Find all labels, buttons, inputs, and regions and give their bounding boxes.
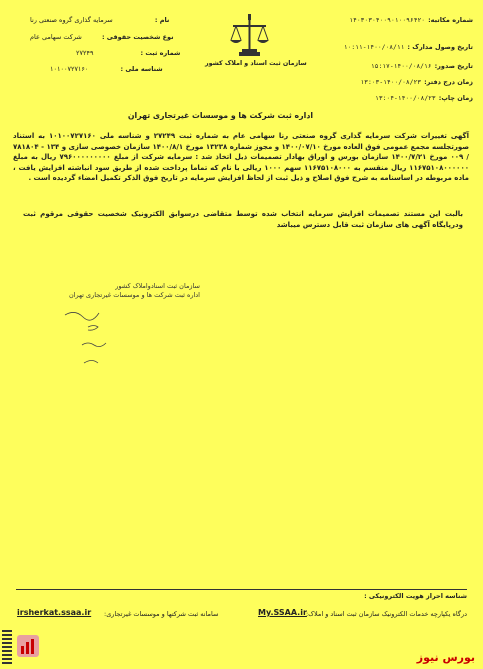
name-value: سرمایه گذاری گروه صنعتی رنا (30, 16, 113, 24)
legal-type-label: نوع شخصیت حقوقی : (101, 33, 174, 41)
office-stamp (60, 282, 200, 300)
validation-paragraph: بالبت این مستند تصمیمات افزایش سرمایه انتخاب شده توسط متقاضی درسوابق الکترونیک شخصیت حقوقی مرقوم ثبت ودرپایگاه آگهی های سازمان ثبت قابل دسترس میباشد (23, 210, 463, 229)
iran-emblem-icon (227, 12, 272, 62)
office-heading: اداره ثبت شرکت ها و موسسات غیرتجاری تهران (127, 111, 313, 120)
national-id-field (50, 65, 163, 73)
handwritten-signature (60, 305, 130, 375)
print-time-label: زمان چاپ: (438, 94, 473, 102)
verify-label: شناسه احراز هویت الکترونیکی : (364, 592, 467, 600)
portal2-link[interactable]: irsherkat.ssaa.ir (17, 608, 92, 617)
print-time (328, 94, 473, 102)
reg-number-value: ۲۷۲۴۹ (76, 49, 94, 57)
reg-number-field (76, 49, 180, 57)
name-field (30, 16, 169, 24)
stamp-line-2: اداره ثبت شرکت ها و موسسات غیرتجاری تهران (68, 291, 200, 299)
boursenews-logo-icon (15, 631, 43, 661)
national-id-value: ۱۰۱۰۰۷۲۷۱۶۰ (50, 65, 89, 73)
name-label: نام : (154, 16, 170, 24)
issue-date-label: تاریخ صدور: (434, 62, 473, 70)
receipt-date (328, 43, 473, 51)
letter-number-value: ۱۴۰۳۰۳۰۴۰۰۹۰۱۰۰۹۶۴۲۰ (349, 17, 426, 24)
reg-number-label: شماره ثبت : (140, 49, 181, 57)
national-id-label: شناسه ملی : (120, 65, 163, 73)
announcement-paragraph: آگهی تغییرات شرکت سرمایه گذاری گروه صنعتی رنا سهامی عام به شماره ثبت ۲۷۲۴۹ و شناسه ملی ۱۰۱۰۰۷۲۷۱۶۰ به استناد صورتجلسه مجمع عمومی فوق العاده مورخ ۱۴۰۰/۰۷/۱۰ و مجوز شماره ۱۳۲۳۸ مورخ ۱۴۰۰/۸/۱ سازمان خصوصی سازی و ۱۳۴ - ۷۸۱۸۰۴ / ۰۰۹ مورخ ۱۴۰۰/۷/۲۱ سازمان بورس و اوراق بهادار تصمیمات ذیل اتخاذ شد : سرمایه شرکت از مبلغ ۷۹۶۰۰۰۰۰۰۰۰۰ ریال به مبلغ ۱۱۶۷۵۱۰۸۰۰۰۰۰۰ ریال منقسم به ۱۱۶۷۵۱۰۸۰۰۰ سهم ۱۰۰۰ ریالی با نام که تماما پرداخت شده از طریق سود انباشته افزایش یافت ، ماده مربوطه در اساسنامه به شرح فوق اصلاح و ذیل ثبت از لحاظ افزایش سرمایه در تاریخ فوق الذکر تکمیل امضاء گردیده است . (13, 132, 470, 182)
registry-date (328, 78, 473, 86)
letter-number (328, 16, 473, 24)
registry-date-value: ۱۴۰۰/۰۸/۲۳-۱۳:۰۳ (360, 79, 422, 86)
issue-date (328, 62, 473, 70)
registry-date-label: زمان درج دفتر: (424, 78, 473, 86)
portal1-text: درگاه یکپارچه خدمات الکترونیک سازمان ثبت اسناد و املاک: (305, 610, 467, 618)
footer-divider (16, 589, 467, 590)
receipt-date-label: تاریخ وصول مدارک : (407, 43, 473, 51)
print-time-value: ۱۴۰۰/۰۸/۲۳-۱۳:۰۴ (375, 95, 436, 102)
barcode-strip (2, 628, 12, 664)
portal1-link[interactable]: My.SSAA.ir (258, 608, 307, 617)
portal2-text: سامانه ثبت شرکتها و موسسات غیرتجاری: (104, 610, 219, 618)
brand-watermark: بورس نیوز (416, 651, 475, 664)
receipt-date-value: ۱۴۰۰/۰۸/۱۱-۱۰:۱۱ (343, 44, 405, 51)
issue-date-value: ۱۴۰۰/۰۸/۱۶-۱۵:۱۷ (370, 63, 432, 70)
legal-type-value: شرکت سهامی عام (30, 33, 82, 41)
stamp-line-1: سازمان ثبت اسنادواملاک کشور (115, 282, 200, 290)
letter-number-label: شماره مکاتبه: (428, 16, 473, 24)
org-name: سازمان ثبت اسناد و املاک کشور (205, 60, 307, 67)
legal-type-field (30, 33, 174, 41)
